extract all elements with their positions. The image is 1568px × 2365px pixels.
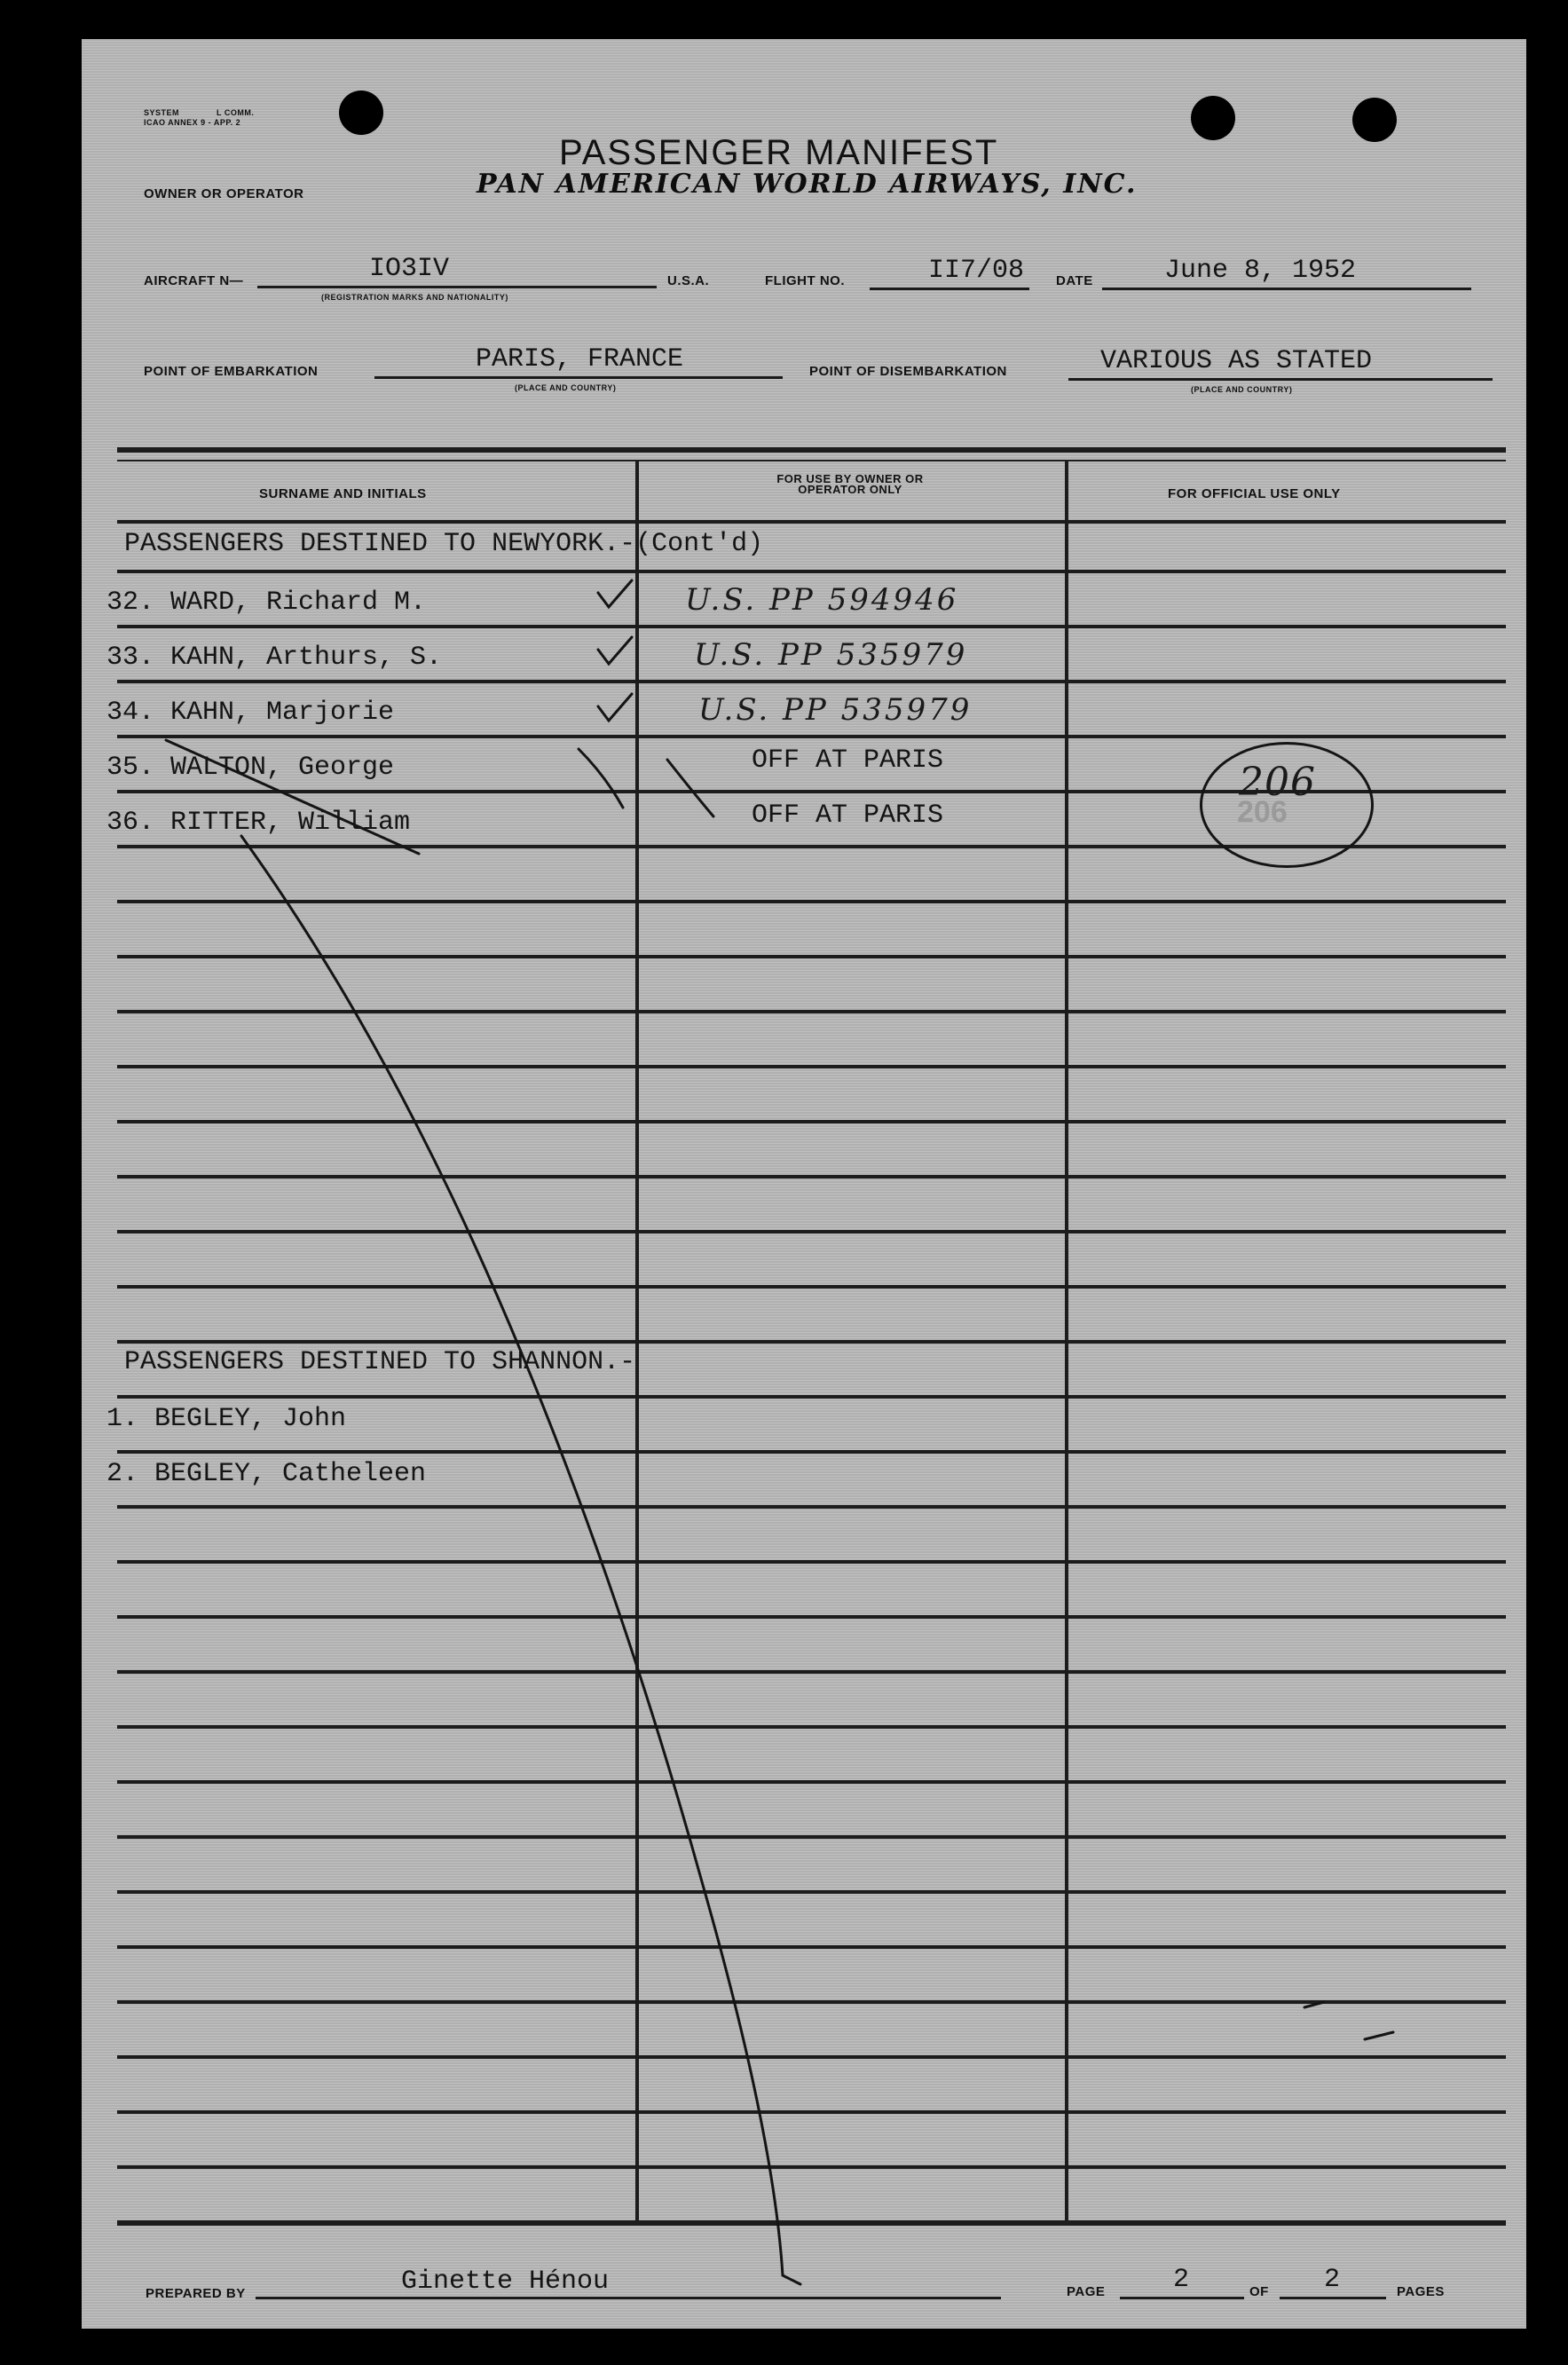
disembarkation-caption: (PLACE AND COUNTRY)	[1191, 385, 1293, 394]
passenger-row-shannon-1: 1. BEGLEY, John	[106, 1404, 347, 1434]
col-header-surname: SURNAME AND INITIALS	[259, 486, 427, 501]
cancel-slash-walton	[166, 740, 419, 854]
usa-label: U.S.A.	[667, 273, 710, 288]
manifest-sheet	[82, 39, 1526, 2329]
prepared-value: Ginette Hénou	[401, 2266, 610, 2297]
pen-strokes	[82, 39, 1526, 2329]
corner-code-line2: ICAO ANNEX 9 - APP. 2	[144, 118, 241, 127]
embarkation-caption: (PLACE AND COUNTRY)	[515, 383, 617, 392]
passenger-row-34: 34. KAHN, Marjorie	[106, 698, 395, 728]
disembarkation-label: POINT OF DISEMBARKATION	[809, 364, 1007, 379]
corner-code-line1: SYSTEM	[144, 108, 180, 117]
owner-value: PAN AMERICAN WORLD AIRWAYS, INC.	[477, 169, 1138, 200]
flight-label: FLIGHT NO.	[765, 273, 845, 288]
aircraft-label: AIRCRAFT N—	[144, 273, 244, 288]
prepared-underline	[256, 2297, 1001, 2299]
embarkation-label: POINT OF EMBARKATION	[144, 364, 319, 379]
owner-note-36: OFF AT PARIS	[752, 800, 944, 831]
col-header-owner-use: FOR USE BY OWNER OR OPERATOR ONLY	[776, 472, 924, 496]
section-heading-shannon: PASSENGERS DESTINED TO SHANNON.-	[124, 1347, 636, 1377]
passport-note-34: U.S. PP 535979	[698, 692, 973, 728]
passenger-row-33: 33. KAHN, Arthurs, S.	[106, 642, 443, 673]
corner-code-mid: L COMM.	[217, 108, 255, 117]
registration-caption: (REGISTRATION MARKS AND NATIONALITY)	[321, 293, 508, 302]
passenger-row-shannon-2: 2. BEGLEY, Catheleen	[106, 1459, 427, 1489]
stray-mark-1	[1304, 2002, 1324, 2007]
of-underline	[1280, 2297, 1386, 2299]
page-underline	[1120, 2297, 1244, 2299]
checkmark-33	[598, 637, 632, 664]
section-heading-newyork: PASSENGERS DESTINED TO NEWYORK.-(Cont'd)	[124, 529, 764, 559]
official-stamped-number: 206	[1237, 795, 1288, 829]
pages-label: PAGES	[1397, 2284, 1445, 2299]
passenger-row-36: 36. RITTER, William	[106, 808, 411, 838]
checkmark-32	[598, 580, 632, 607]
embarkation-value: PARIS, FRANCE	[476, 344, 684, 374]
col-header-official-use: FOR OFFICIAL USE ONLY	[1168, 486, 1341, 501]
aircraft-value: IO3IV	[369, 254, 450, 284]
owner-note-35: OFF AT PARIS	[752, 745, 944, 776]
official-handwritten-number: 206	[1239, 760, 1316, 805]
passport-note-32: U.S. PP 594946	[685, 582, 959, 618]
date-label: DATE	[1056, 273, 1093, 288]
page-title: PASSENGER MANIFEST	[559, 133, 999, 172]
of-label: OF	[1249, 2284, 1269, 2299]
cancel-slash-owner	[667, 760, 713, 816]
stray-mark-2	[1365, 2032, 1393, 2039]
cancel-long-stroke	[241, 836, 800, 2284]
page-label: PAGE	[1067, 2284, 1106, 2299]
owner-label: OWNER OR OPERATOR	[144, 186, 304, 201]
of-value: 2	[1324, 2265, 1341, 2295]
page-value: 2	[1173, 2265, 1190, 2295]
disembarkation-value: VARIOUS AS STATED	[1100, 346, 1373, 376]
prepared-label: PREPARED BY	[146, 2286, 246, 2301]
date-value: June 8, 1952	[1164, 256, 1357, 286]
checkmark-34	[598, 694, 632, 721]
passenger-row-35: 35. WALTON, George	[106, 753, 395, 783]
cancel-slash-mid	[579, 749, 623, 808]
passenger-row-32: 32. WARD, Richard M.	[106, 587, 427, 618]
flight-value: II7/08	[928, 256, 1025, 286]
passport-note-33: U.S. PP 535979	[694, 637, 968, 673]
